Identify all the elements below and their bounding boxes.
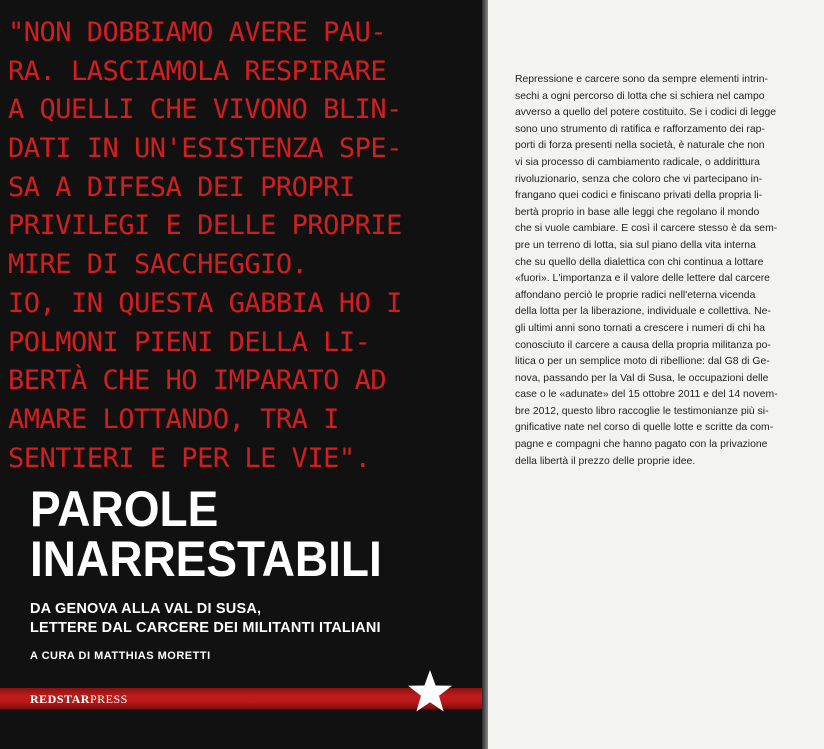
quote-line: MIRE DI SACCHEGGIO. [8,249,308,281]
blurb-line: che su quello della dialettica con chi continua a lottare [515,256,764,268]
publisher-logo [30,692,128,707]
cover-quote [8,14,478,478]
blurb-line: porti di forza presenti nella società, è naturale che non [515,140,765,152]
blurb-line: vi sia processo di cambiamento radicale, o addirittura [515,156,760,168]
quote-line: SA A DIFESA DEI PROPRI [8,171,355,203]
blurb-line: della libertà il prezzo delle proprie idee. [515,455,696,467]
blurb-line: conosciuto il carcere a causa della propria militanza po- [515,339,771,351]
blurb-line: pre un terreno di lotta, sia sul piano della vita interna [515,239,756,251]
blurb-line: «fuori». L'importanza e il valore delle lettere dal carcere [515,273,770,285]
quote-line: POLMONI PIENI DELLA LI- [8,326,371,358]
blurb-line: pagne e compagni che hanno pagato con la privazione [515,439,768,451]
title-line: PAROLE [30,481,219,537]
quote-line: PRIVILEGI E DELLE PROPRIE [8,210,402,242]
quote-line: RA. LASCIAMOLA RESPIRARE [8,55,387,87]
blurb-line: gnificative nate nel corso di quelle lotte e scritte da com- [515,422,774,434]
quote-line: "NON DOBBIAMO AVERE PAU- [8,17,387,48]
blurb-line: avverso a quello del potere costituito. Se i codici di legge [515,107,777,119]
publisher-rest: PRESS [89,692,128,706]
star-icon [406,668,454,716]
blurb-line: della lotta per la liberazione, individuale e collettiva. Ne- [515,306,771,318]
curator-credit: A CURA DI MATTHIAS MORETTI [30,650,211,662]
quote-line: AMARE LOTTANDO, TRA I [8,403,339,435]
blurb-line: case o le «adunate» del 15 ottobre 2011 e del 14 novem- [515,389,778,401]
subtitle-line: LETTERE DAL CARCERE DEI MILITANTI ITALIANI [30,620,381,636]
back-cover-blurb [515,72,817,470]
publisher-bold: REDSTAR [30,692,90,706]
blurb-line: frangano quei codici e finiscano privati della propria li- [515,190,763,202]
subtitle-line: DA GENOVA ALLA VAL DI SUSA, [30,601,262,617]
title-line: INARRESTABILI [30,531,382,587]
blurb-line: bertà proprio in base alle leggi che regolano il mondo [515,206,760,218]
quote-line: IO, IN QUESTA GABBIA HO I [8,287,402,319]
blurb-line: Repressione e carcere sono da sempre elementi intrin- [515,74,768,85]
blurb-line: che si vuole cambiare. E così il carcere stesso è da sem- [515,223,778,235]
book-subtitle [30,600,381,638]
blurb-line: bre 2012, questo libro raccoglie le testimonianze più si- [515,405,769,417]
quote-line: BERTÀ CHE HO IMPARATO AD [8,365,387,397]
blurb-line: litica o per un semplice moto di ribellione: dal G8 di Ge- [515,356,770,368]
quote-line: SENTIERI E PER LE VIE". [8,442,371,474]
blurb-line: rivoluzionario, senza che coloro che vi partecipano in- [515,173,763,185]
blurb-line: affondano perciò le proprie radici nell'eterna vicenda [515,289,756,301]
blurb-line: nova, passando per la Val di Susa, le occupazioni delle [515,372,769,384]
book-title [30,481,382,587]
quote-line: A QUELLI CHE VIVONO BLIN- [8,94,402,126]
quote-line: DATI IN UN'ESISTENZA SPE- [8,133,402,165]
blurb-line: sono uno strumento di ratifica e rafforzamento dei rap- [515,123,765,135]
blurb-line: gli ultimi anni sono tornati a crescere i numeri di chi ha [515,322,766,334]
blurb-line: sechi a ogni percorso di lotta che si schiera nel campo [515,90,765,102]
